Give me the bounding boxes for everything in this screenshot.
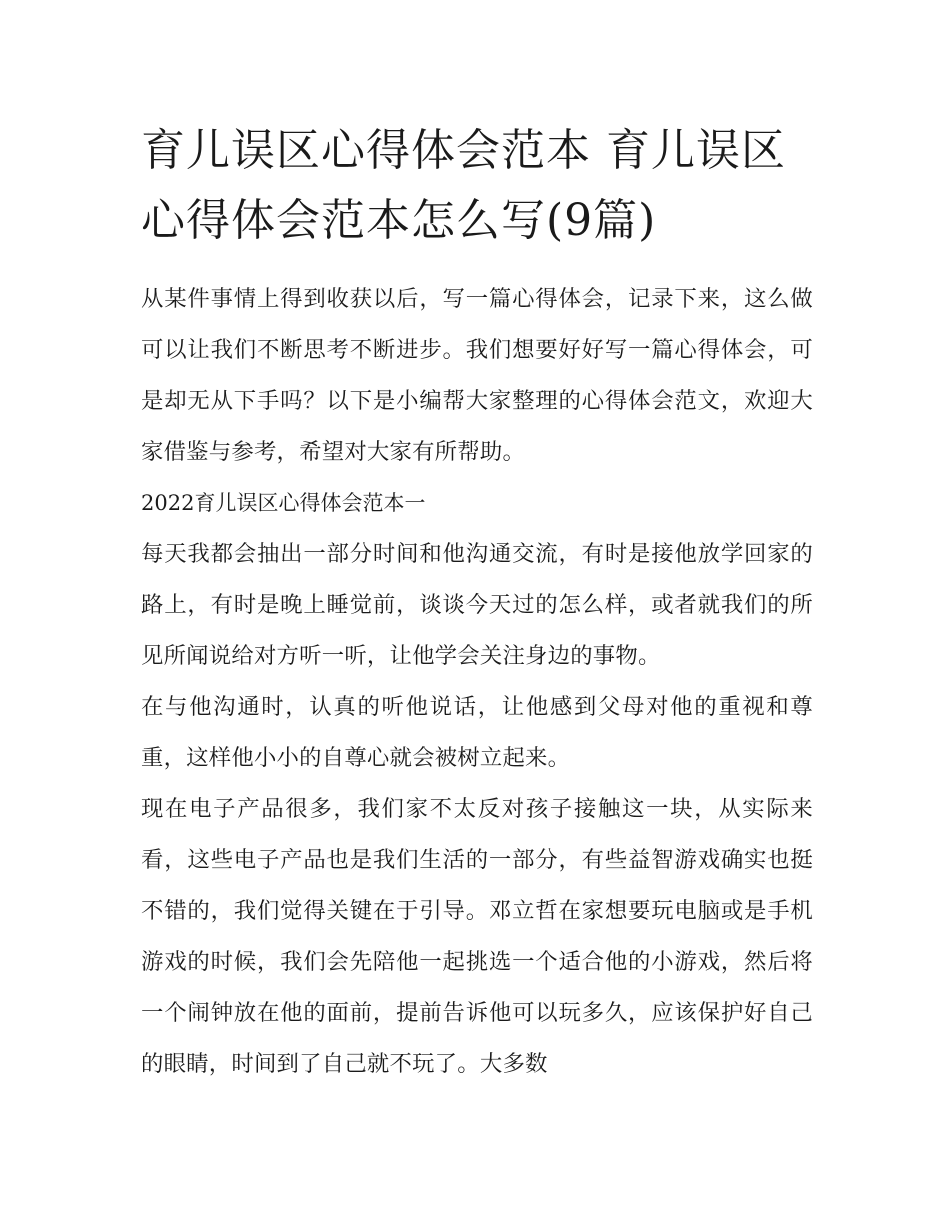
document-page xyxy=(141,116,813,1090)
section-heading: 2022育儿误区心得体会范本一 xyxy=(141,491,426,515)
intro-paragraph: 从某件事情上得到收获以后，写一篇心得体会，记录下来，这么做可以让我们不断思考不断进步。我们想要好好写一篇心得体会，可是却无从下手吗？以下是小编帮大家整理的心得体会范文，欢迎大家借鉴与参考，希望对大家有所帮助。 xyxy=(141,286,813,465)
body-paragraph-2: 在与他沟通时，认真的听他说话，让他感到父母对他的重视和尊重，这样他小小的自尊心就会被树立起来。 xyxy=(141,694,813,771)
document-title: 育儿误区心得体会范本 育儿误区心得体会范本怎么写(9篇) xyxy=(141,125,786,246)
body-paragraph-3: 现在电子产品很多，我们家不太反对孩子接触这一块，从实际来看，这些电子产品也是我们生活的一部分，有些益智游戏确实也挺不错的，我们觉得关键在于引导。邓立哲在家想要玩电脑或是手机游戏的时候，我们会先陪他一起挑选一个适合他的小游戏，然后将一个闹钟放在他的面前，提前告诉他可以玩多久，应该保护好自己的眼睛，时间到了自己就不玩了。大多数 xyxy=(141,796,813,1077)
body-paragraph-1: 每天我都会抽出一部分时间和他沟通交流，有时是接他放学回家的路上，有时是晚上睡觉前，谈谈今天过的怎么样，或者就我们的所见所闻说给对方听一听，让他学会关注身边的事物。 xyxy=(141,541,813,669)
